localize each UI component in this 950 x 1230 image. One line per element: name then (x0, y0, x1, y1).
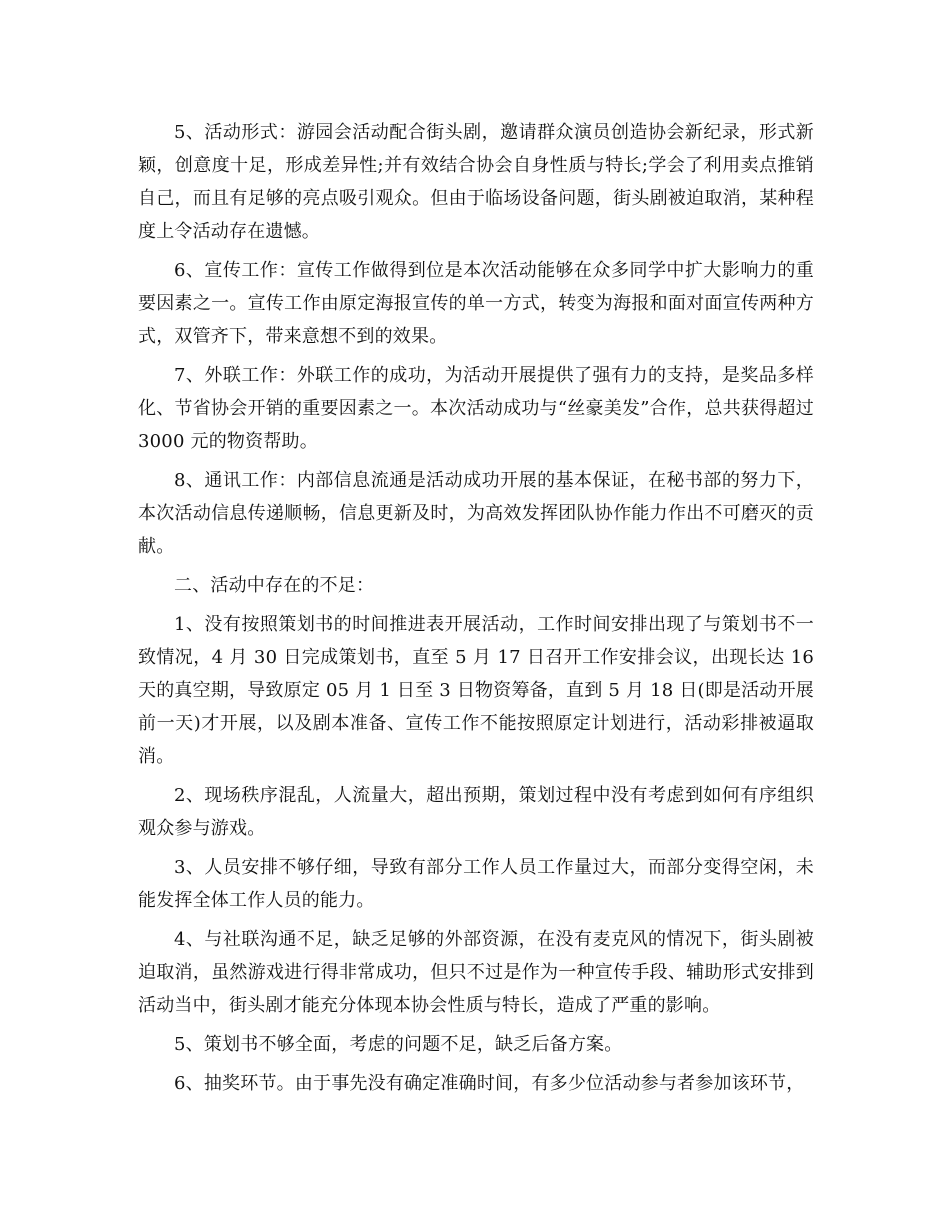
paragraph-activity-form: 5、活动形式：游园会活动配合街头剧，邀请群众演员创造协会新纪录，形式新颖，创意度十足，形成差异性;并有效结合协会自身性质与特长;学会了利用卖点推销自己，而且有足够的亮点吸引观众。但由于临场设备问题，街头剧被迫取消，某种程度上令活动存在遗憾。 (138, 122, 814, 242)
section-heading-shortcomings: 二、活动中存在的不足： (174, 575, 375, 596)
paragraph-shortcoming-3: 3、人员安排不够仔细，导致有部分工作人员工作量过大，而部分变得空闲，未能发挥全体工作人员的能力。 (138, 857, 814, 911)
paragraph-external-relations: 7、外联工作：外联工作的成功，为活动开展提供了强有力的支持，是奖品多样化、节省协会开销的重要因素之一。本次活动成功与“丝豪美发”合作，总共获得超过 3000 元的物资帮助。 (138, 365, 814, 452)
paragraph-publicity-work: 6、宣传工作：宣传工作做得到位是本次活动能够在众多同学中扩大影响力的重要因素之一。宣传工作由原定海报宣传的单一方式，转变为海报和面对面宣传两种方式，双管齐下，带来意想不到的效果。 (138, 260, 814, 347)
paragraph-shortcoming-5: 5、策划书不够全面，考虑的问题不足，缺乏后备方案。 (174, 1034, 623, 1055)
paragraph-shortcoming-2: 2、现场秩序混乱，人流量大，超出预期，策划过程中没有考虑到如何有序组织观众参与游戏。 (138, 785, 814, 839)
paragraph-shortcoming-6: 6、抽奖环节。由于事先没有确定准确时间，有多少位活动参与者参加该环节， (174, 1073, 805, 1094)
paragraph-communication-work: 8、通讯工作：内部信息流通是活动成功开展的基本保证，在秘书部的努力下，本次活动信息传递顺畅，信息更新及时，为高效发挥团队协作能力作出不可磨灭的贡献。 (138, 470, 814, 557)
paragraph-shortcoming-1: 1、没有按照策划书的时间推进表开展活动，工作时间安排出现了与策划书不一致情况，4 月 30 日完成策划书，直至 5 月 17 日召开工作安排会议，出现长达 16 天的真空期，导致原定 05 月 1 日至 3 日物资筹备，直到 5 月 18 日(即是活动开展前一天)才开展，以及剧本准备、宣传工作不能按照原定计划进行，活动彩排被逼取消。 (138, 614, 814, 767)
paragraph-shortcoming-4: 4、与社联沟通不足，缺乏足够的外部资源，在没有麦克风的情况下，街头剧被迫取消，虽然游戏进行得非常成功，但只不过是作为一种宣传手段、辅助形式安排到活动当中，街头剧才能充分体现本协会性质与特长，造成了严重的影响。 (138, 929, 814, 1016)
